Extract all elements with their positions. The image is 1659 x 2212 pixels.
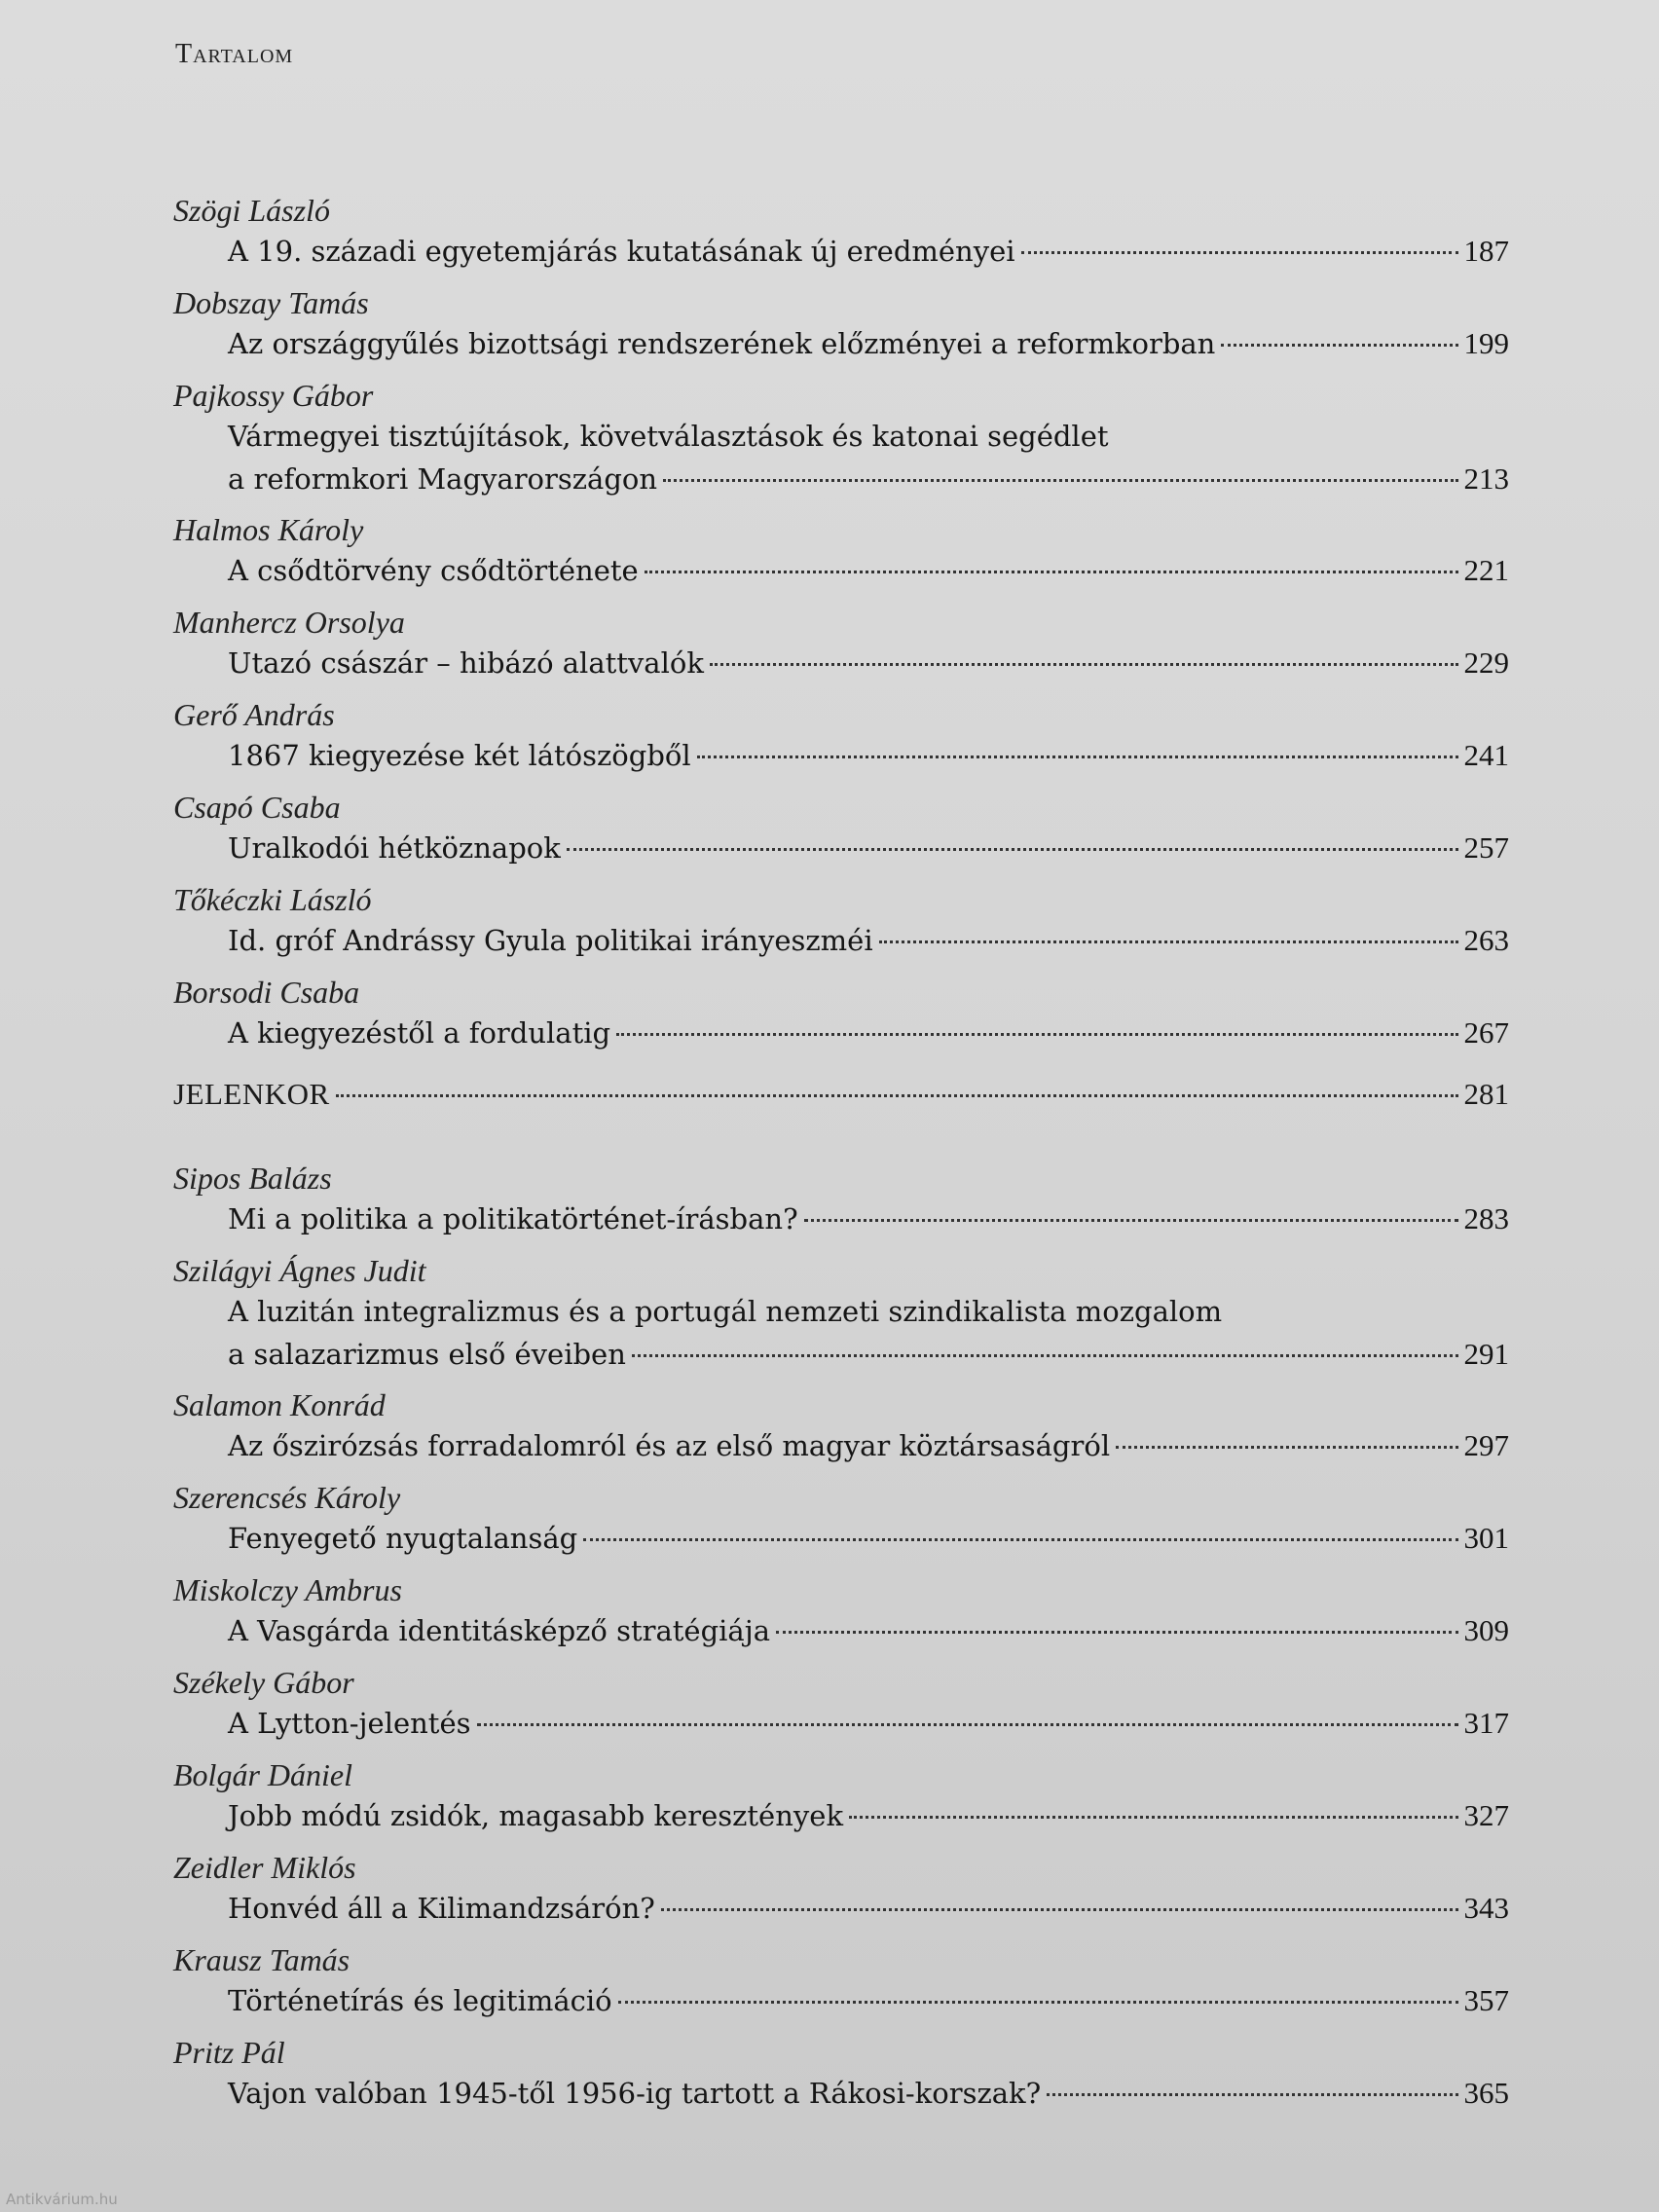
entry-title-line (173, 1333, 1509, 1376)
entry-author: Gerő András (173, 697, 335, 732)
toc-entry (173, 510, 1509, 603)
dot-leader (616, 1032, 1457, 1036)
entry-title: Honvéd áll a Kilimandzsárón? (228, 1892, 655, 1925)
dot-leader (1221, 343, 1457, 347)
entry-author: Székely Gábor (173, 1665, 354, 1700)
entry-title-line (173, 734, 1509, 777)
entry-title: a reformkori Magyarországon (228, 462, 658, 496)
entry-author: Sipos Balázs (173, 1161, 332, 1196)
entry-author: Csapó Csaba (173, 790, 341, 825)
dot-leader (1021, 250, 1458, 254)
entry-page-number: 297 (1463, 1428, 1509, 1462)
section-title: JELENKOR (173, 1077, 330, 1111)
dot-leader (618, 2000, 1458, 2004)
toc-entry (173, 1848, 1509, 1940)
entry-author: Halmos Károly (173, 512, 364, 547)
dot-leader (1116, 1445, 1457, 1449)
entry-title-line (173, 1609, 1509, 1652)
entry-title-line (173, 1517, 1509, 1560)
entry-title-line (173, 1794, 1509, 1837)
entry-title: Mi a politika a politikatörténet-írásban? (228, 1202, 798, 1235)
entry-title: Történetírás és legitimáció (228, 1984, 612, 2017)
entry-page-number: 241 (1463, 738, 1509, 772)
toc-entry (173, 191, 1509, 283)
entry-author: Pajkossy Gábor (173, 378, 374, 413)
entry-title: Fenyegető nyugtalanság (228, 1522, 578, 1555)
dot-leader (849, 1815, 1457, 1819)
entry-author: Szilágyi Ágnes Judit (173, 1253, 426, 1288)
entry-title: A Lytton-jelentés (228, 1707, 471, 1740)
entry-author: Dobszay Tamás (173, 285, 369, 320)
entry-title: Utazó császár – hibázó alattvalók (228, 646, 704, 680)
dot-leader (567, 847, 1458, 851)
dot-leader (1047, 2092, 1457, 2096)
toc-entry (173, 695, 1509, 788)
entry-title: Vármegyei tisztújítások, követválasztások és katonai segédlet (228, 420, 1109, 453)
entry-author: Szerencsés Károly (173, 1480, 401, 1515)
entry-title-line (173, 2072, 1509, 2115)
dot-leader (710, 662, 1458, 666)
section-page-number: 281 (1463, 1077, 1509, 1111)
toc-entry (173, 1159, 1509, 1251)
dot-leader (645, 570, 1458, 573)
entry-author: Tőkéczki László (173, 882, 372, 917)
entry-title-line (173, 549, 1509, 592)
entry-page-number: 317 (1463, 1706, 1509, 1740)
entry-title-line (173, 1702, 1509, 1745)
entry-author: Manhercz Orsolya (173, 605, 405, 640)
toc-list-top (173, 191, 1509, 1065)
entry-author: Miskolczy Ambrus (173, 1572, 402, 1607)
entry-author: Bolgár Dániel (173, 1757, 352, 1792)
entry-page-number: 221 (1463, 553, 1509, 587)
watermark: Antikvárium.hu (6, 2191, 118, 2208)
entry-title: Az őszirózsás forradalomról és az első magyar köztársaságról (228, 1429, 1111, 1462)
entry-page-number: 357 (1463, 1983, 1509, 2017)
entry-title-line (173, 919, 1509, 962)
toc-entry (173, 1385, 1509, 1478)
toc-entry (173, 1251, 1509, 1385)
toc-entry (173, 603, 1509, 695)
entry-author: Szögi László (173, 193, 330, 228)
dot-leader (776, 1630, 1457, 1634)
dot-leader (477, 1722, 1458, 1726)
entry-page-number: 301 (1463, 1521, 1509, 1555)
toc-entry (173, 1940, 1509, 2033)
toc-entry (173, 880, 1509, 973)
entry-page-number: 283 (1463, 1201, 1509, 1235)
entry-page-number: 213 (1463, 461, 1509, 496)
entry-author: Pritz Pál (173, 2035, 285, 2070)
toc-entry (173, 1755, 1509, 1848)
entry-page-number: 291 (1463, 1337, 1509, 1371)
dot-leader (697, 755, 1458, 758)
entry-page-number: 327 (1463, 1798, 1509, 1832)
running-head: Tartalom (175, 39, 294, 69)
entry-title-line (173, 322, 1509, 365)
section-row (173, 1073, 1509, 1116)
entry-title-line (173, 1424, 1509, 1467)
entry-title: 1867 kiegyezése két látószögből (228, 739, 691, 772)
entry-page-number: 309 (1463, 1613, 1509, 1647)
entry-author: Borsodi Csaba (173, 975, 360, 1010)
entry-page-number: 343 (1463, 1891, 1509, 1925)
dot-leader (583, 1537, 1457, 1541)
dot-leader (879, 940, 1458, 943)
dot-leader (632, 1353, 1458, 1357)
toc-entry (173, 283, 1509, 376)
entry-page-number: 267 (1463, 1015, 1509, 1050)
entry-title-line (173, 1198, 1509, 1240)
toc-list-bottom (173, 1159, 1509, 2125)
entry-title-line (173, 1887, 1509, 1930)
entry-title: Jobb módú zsidók, magasabb keresztények (228, 1799, 844, 1832)
dot-leader (663, 478, 1457, 482)
toc-entry (173, 788, 1509, 880)
entry-title-line (173, 1979, 1509, 2022)
dot-leader (661, 1907, 1458, 1911)
entry-page-number: 187 (1463, 234, 1509, 268)
toc-entry (173, 376, 1509, 510)
entry-title-line (173, 1290, 1509, 1333)
entry-title: A 19. századi egyetemjárás kutatásának új eredményei (228, 235, 1015, 268)
dot-leader (336, 1093, 1458, 1097)
entry-title: Az országgyűlés bizottsági rendszerének előzményei a reformkorban (228, 327, 1216, 360)
table-of-contents (173, 191, 1509, 2125)
entry-page-number: 365 (1463, 2076, 1509, 2110)
toc-entry (173, 973, 1509, 1065)
entry-title-line (173, 1012, 1509, 1054)
entry-author: Krausz Tamás (173, 1942, 350, 1977)
toc-entry (173, 1570, 1509, 1663)
entry-page-number: 257 (1463, 830, 1509, 865)
entry-title-line (173, 458, 1509, 500)
toc-entry (173, 2033, 1509, 2125)
entry-page-number: 199 (1463, 326, 1509, 360)
dot-leader (804, 1218, 1458, 1222)
entry-author: Zeidler Miklós (173, 1850, 356, 1885)
entry-title: Vajon valóban 1945-től 1956-ig tartott a Rákosi-korszak? (228, 2077, 1042, 2110)
entry-page-number: 263 (1463, 923, 1509, 957)
entry-title-line (173, 230, 1509, 273)
entry-title: a salazarizmus első éveiben (228, 1338, 626, 1371)
entry-title: A Vasgárda identitásképző stratégiája (228, 1614, 771, 1647)
entry-title: A kiegyezéstől a fordulatig (228, 1016, 611, 1050)
entry-title: Uralkodói hétköznapok (228, 831, 561, 865)
entry-title: Id. gróf Andrássy Gyula politikai irányeszméi (228, 924, 873, 957)
entry-page-number: 229 (1463, 645, 1509, 680)
entry-title: A luzitán integralizmus és a portugál nemzeti szindikalista mozgalom (228, 1295, 1223, 1328)
entry-title-line (173, 827, 1509, 869)
toc-entry (173, 1663, 1509, 1755)
entry-title: A csődtörvény csődtörténete (228, 554, 639, 587)
toc-entry (173, 1478, 1509, 1570)
entry-author: Salamon Konrád (173, 1387, 386, 1422)
entry-title-line (173, 642, 1509, 684)
section-heading (173, 1073, 1509, 1159)
entry-title-line (173, 415, 1509, 458)
